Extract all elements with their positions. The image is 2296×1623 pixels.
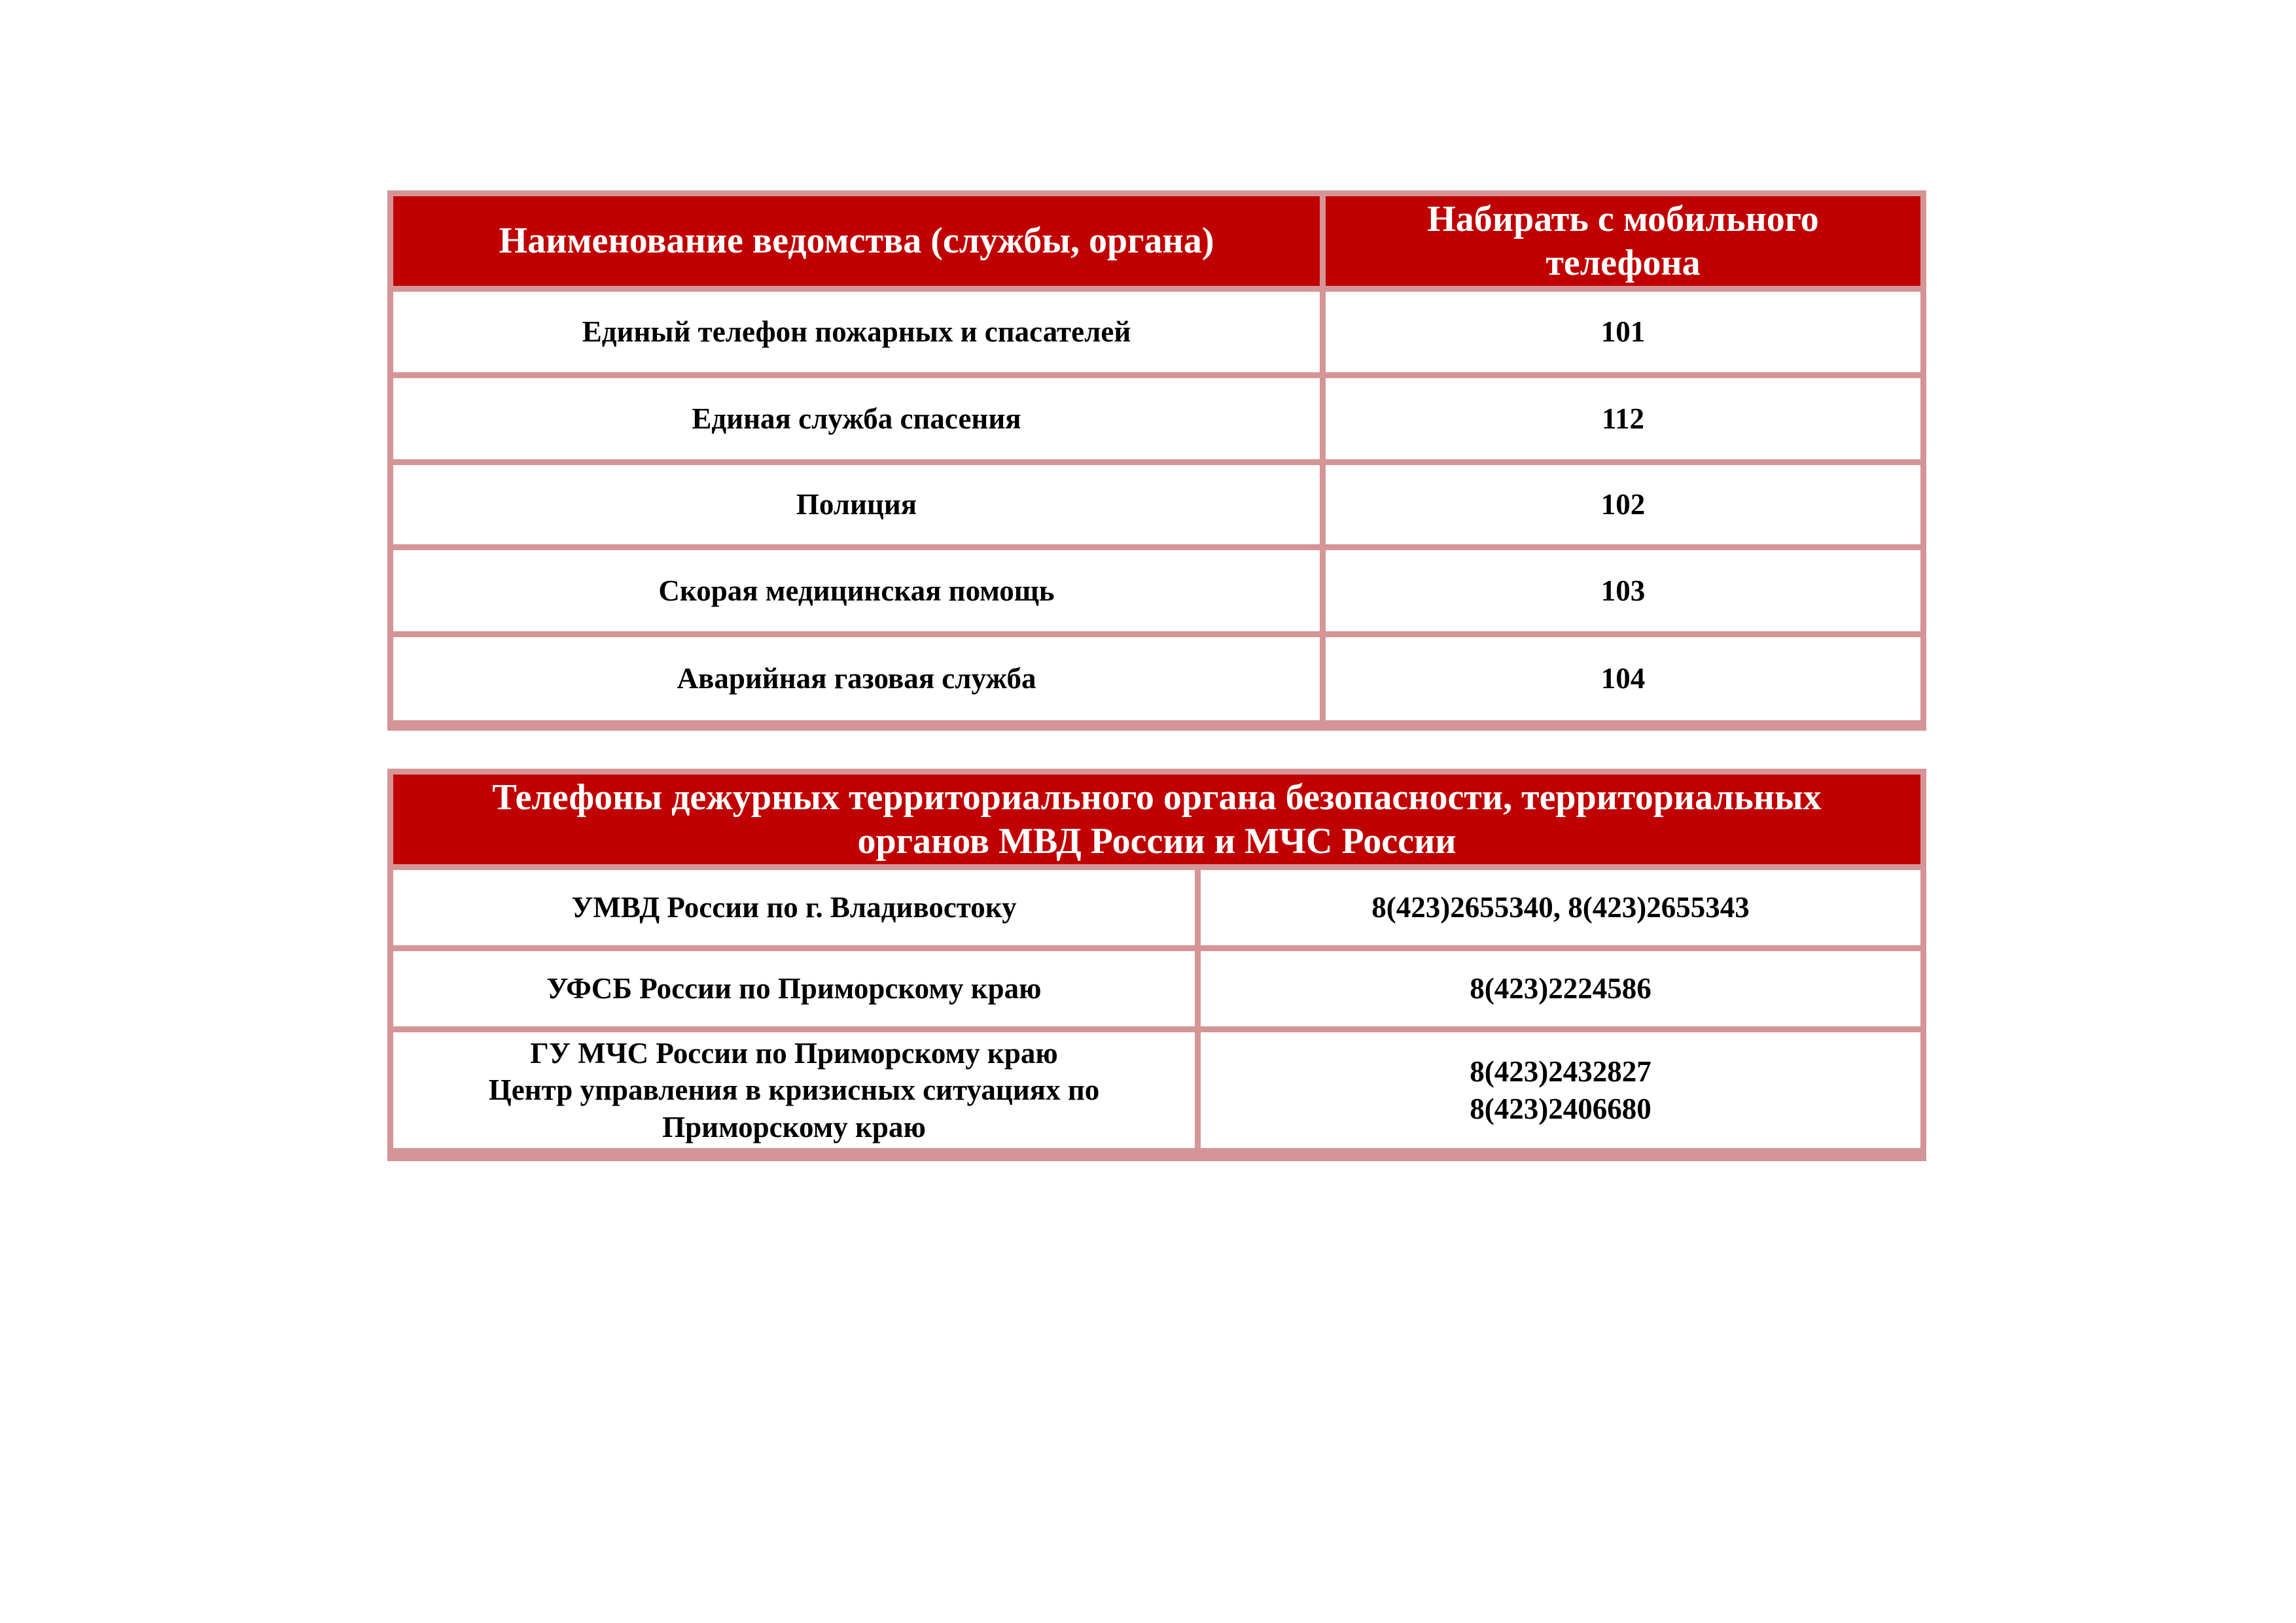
agency-name: УФСБ России по Приморскому краю [393, 951, 1195, 1026]
service-name: Единая служба спасения [393, 378, 1320, 459]
service-name: Аварийная газовая служба [393, 637, 1320, 720]
emergency-numbers-table [387, 190, 1926, 731]
agency-phones: 8(423)2224586 [1201, 951, 1920, 1026]
agency-name: УМВД России по г. Владивостоку [393, 870, 1195, 945]
agency-phones: 8(423)2432827 8(423)2406680 [1201, 1032, 1920, 1148]
agency-phones: 8(423)2655340, 8(423)2655343 [1201, 870, 1920, 945]
service-number: 102 [1326, 465, 1920, 544]
service-number: 104 [1326, 637, 1920, 720]
service-number: 101 [1326, 292, 1920, 372]
service-name: Единый телефон пожарных и спасателей [393, 292, 1320, 372]
service-name: Полиция [393, 465, 1320, 544]
duty-phones-table [387, 769, 1926, 1161]
header-service-name: Наименование ведомства (службы, органа) [393, 196, 1320, 286]
agency-name: ГУ МЧС России по Приморскому краю Центр управления в кризисных ситуациях по Приморскому краю [393, 1032, 1195, 1148]
service-number: 112 [1326, 378, 1920, 459]
service-name: Скорая медицинская помощь [393, 550, 1320, 631]
duty-phones-title: Телефоны дежурных территориального органа безопасности, территориальных органов МВД России и МЧС России [393, 775, 1920, 864]
header-mobile-number: Набирать с мобильного телефона [1326, 196, 1920, 286]
service-number: 103 [1326, 550, 1920, 631]
